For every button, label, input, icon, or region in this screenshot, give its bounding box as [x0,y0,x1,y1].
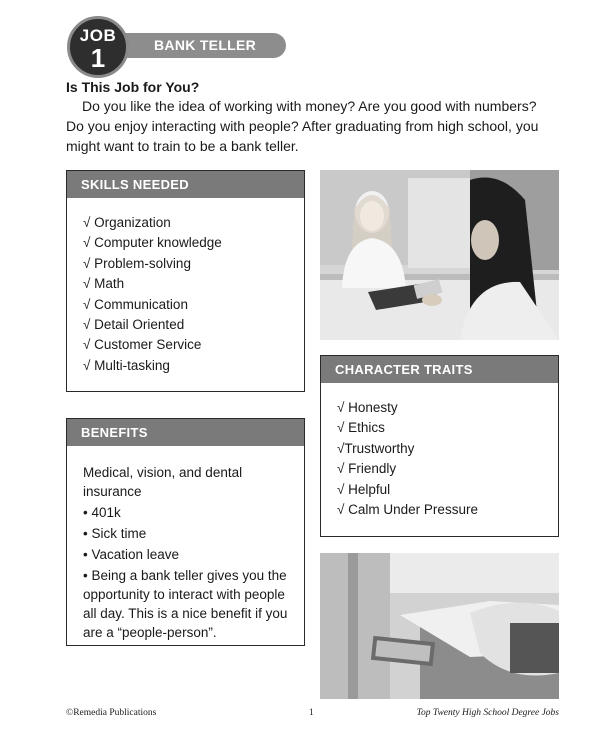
list-item: • Vacation leave [83,547,180,562]
list-item: √ Customer Service [83,337,202,353]
list-item: √ Communication [83,296,188,312]
intro-heading: Is This Job for You? [66,79,200,95]
benefits-header: BENEFITS [67,419,304,446]
skills-needed-header: SKILLS NEEDED [67,171,304,198]
bank-teller-photo [320,170,559,340]
footer-book-title: Top Twenty High School Degree Jobs [416,708,559,718]
list-item: √ Computer knowledge [83,235,222,251]
list-item: √ Helpful [337,481,391,497]
list-item: • Being a bank teller gives you the opportunity to interact with people all day. This is a nice benefit if you are a “people-person”. [83,568,288,640]
list-item: • 401k [83,505,121,520]
job-badge [67,16,129,78]
job-number: 1 [90,43,106,73]
list-item: √ Organization [83,215,171,230]
traits-list [337,398,478,520]
skills-needed-box [66,170,305,392]
footer-publisher: ©Remedia Publications [66,708,157,718]
page-title: BANK TELLER [112,33,286,58]
skills-list [83,213,222,376]
benefits-list [83,463,293,644]
list-item: √ Detail Oriented [83,316,185,332]
list-item: √Trustworthy [337,440,415,456]
list-item: Medical, vision, and dental insurance [83,465,243,499]
cash-window-photo [320,553,559,699]
page-number: 1 [309,708,314,718]
character-traits-header: CHARACTER TRAITS [321,356,558,383]
character-traits-box [320,355,559,537]
list-item: √ Honesty [337,400,398,415]
benefits-box [66,418,305,646]
list-item: √ Calm Under Pressure [337,501,478,517]
job-label: JOB [79,26,117,45]
list-item: √ Ethics [337,420,385,436]
list-item: √ Multi-tasking [83,357,170,373]
list-item: • Sick time [83,526,147,541]
list-item: √ Friendly [337,461,397,477]
list-item: √ Math [83,276,125,292]
intro-text: Do you like the idea of working with money? Are you good with numbers? Do you enjoy interacting with people? After graduating from high school, you might want to train to be a bank teller. [66,98,539,154]
list-item: √ Problem-solving [83,255,191,271]
